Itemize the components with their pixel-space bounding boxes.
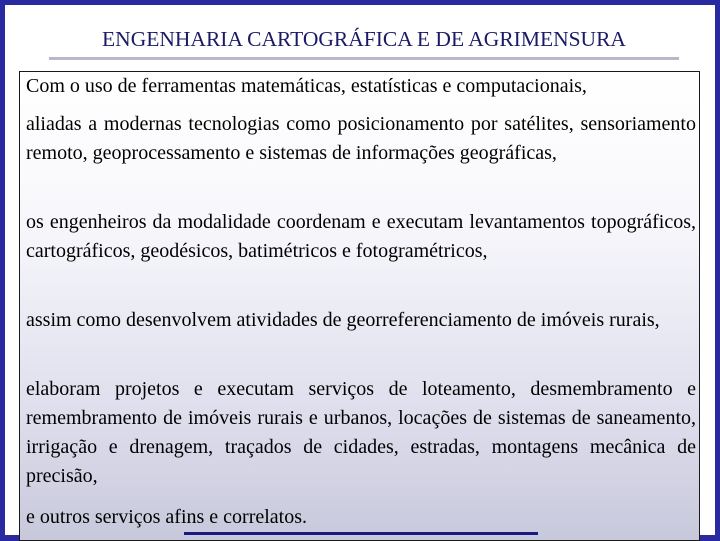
slide-title: ENGENHARIA CARTOGRÁFICA E DE AGRIMENSURA xyxy=(102,27,626,51)
title-underline xyxy=(49,57,679,60)
paragraph-2: aliadas a modernas tecnologias como posicionamento por satélites, sensoriamento remoto, geoprocessamento e sistemas de informações geográficas, xyxy=(26,113,696,164)
paragraph-4: assim como desenvolvem atividades de georreferenciamento de imóveis rurais, xyxy=(26,309,660,331)
paragraph-1: Com o uso de ferramentas matemáticas, estatísticas e computacionais, xyxy=(26,75,587,97)
slide xyxy=(5,5,715,535)
content-box xyxy=(19,71,700,541)
paragraph-5: elaboram projetos e executam serviços de loteamento, desmembramento e remembramento de imóveis rurais e urbanos, locações de sistemas de saneamento, irrigação e drenagem, traçados de cidades, estradas, montagens mecânica de precisão, xyxy=(26,378,696,487)
paragraph-3: os engenheiros da modalidade coordenam e executam levantamentos topográficos, cartográficos, geodésicos, batimétricos e fotogramétricos, xyxy=(26,211,696,262)
bottom-accent-line xyxy=(184,532,538,535)
paragraph-6: e outros serviços afins e correlatos. xyxy=(26,506,308,528)
